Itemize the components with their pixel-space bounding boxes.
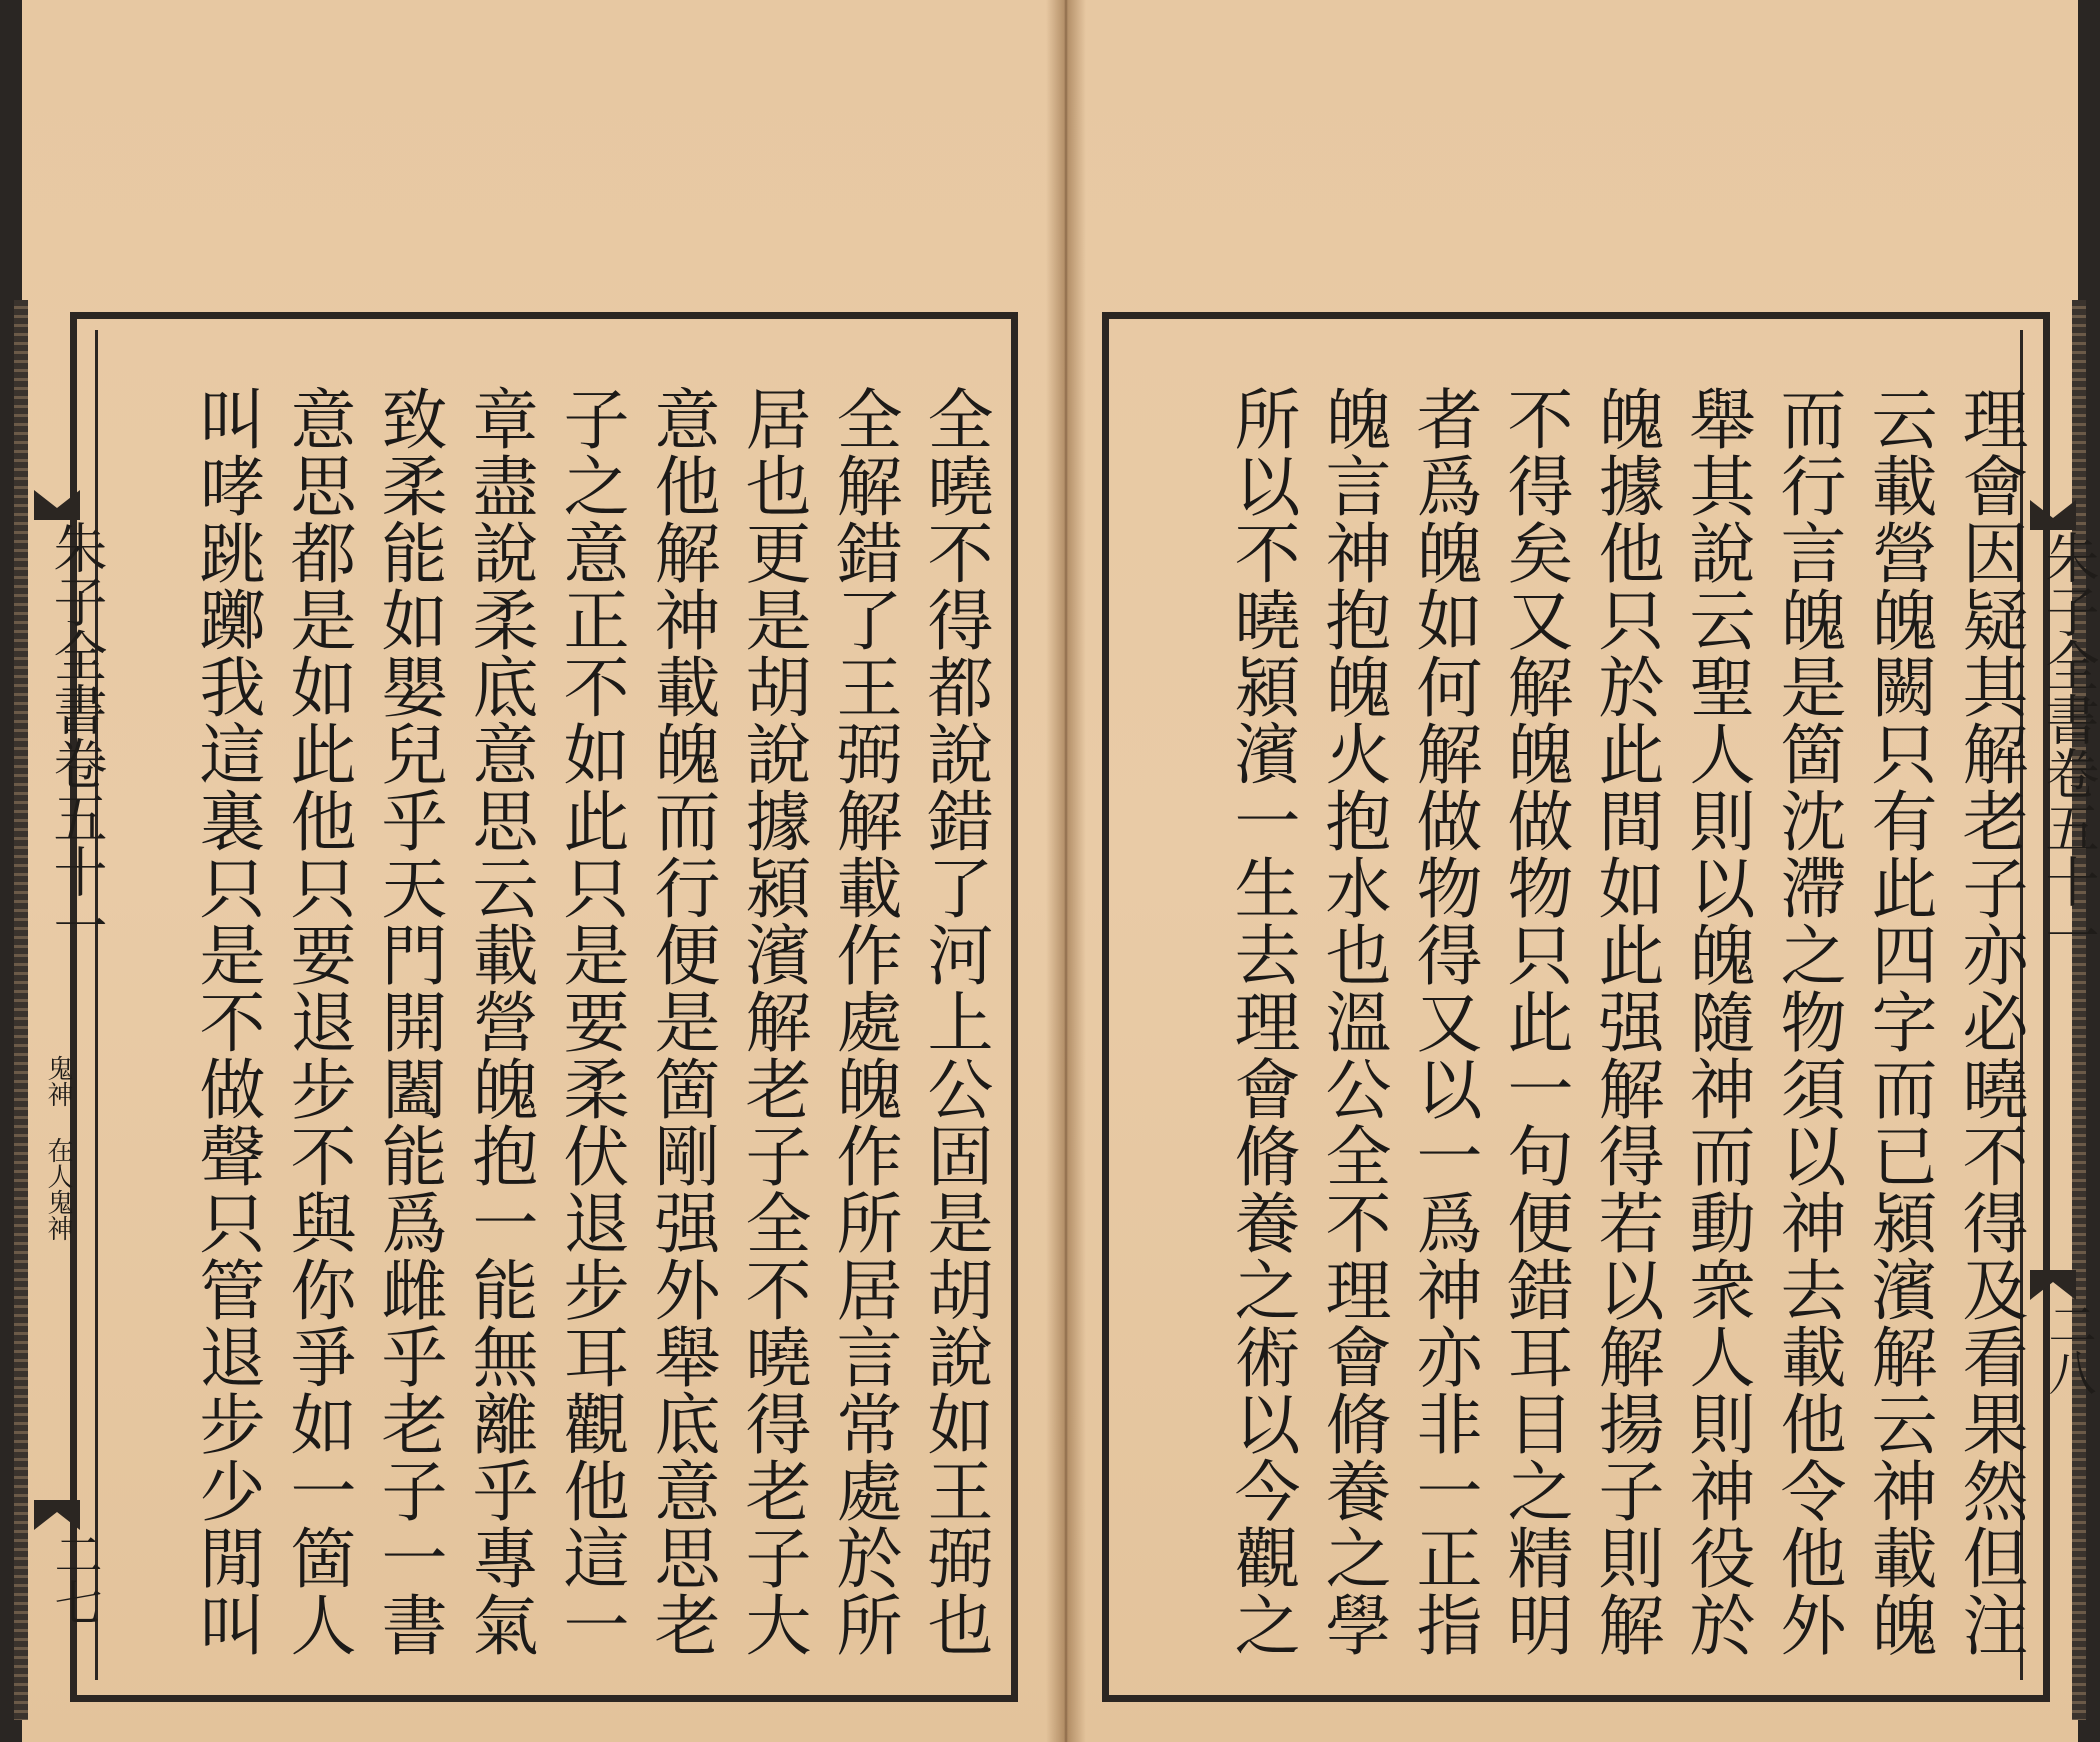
text-column: 魄言神抱魄火抱水也溫公全不理會脩養之學 [1314, 385, 1391, 1658]
text-column: 所以不曉潁濱一生去理會脩養之術以今觀之 [1223, 385, 1300, 1658]
text-column: 理會因疑其解老子亦必曉不得及看果然但注 [1951, 385, 2028, 1658]
left-leaf-number: 二七 [46, 1530, 102, 1626]
left-margin-title: 朱子全書卷五十一 [45, 520, 108, 952]
text-column: 意他解神載魄而行便是箇剛强外舉底意思老 [643, 385, 720, 1658]
text-column: 者爲魄如何解做物得又以一爲神亦非一正指 [1405, 385, 1482, 1658]
text-column: 居也更是胡說據潁濱解老子全不曉得老子大 [734, 385, 811, 1658]
text-column: 意思都是如此他只要退步不與你爭如一箇人 [279, 385, 356, 1658]
text-column: 章盡說柔底意思云載營魄抱一能無離乎專氣 [461, 385, 538, 1658]
text-column: 不得矣又解魄做物只此一句便錯耳目之精明 [1496, 385, 1573, 1658]
text-column: 全解錯了王弼解載作處魄作所居言常處於所 [825, 385, 902, 1658]
text-column: 云載營魄闕只有此四字而已潁濱解云神載魄 [1860, 385, 1937, 1658]
right-leaf-number: 二八 [2040, 1300, 2096, 1396]
text-column: 子之意正不如此只是要柔伏退步耳觀他這一 [552, 385, 629, 1658]
text-column: 魄據他只於此間如此强解得若以解揚子則解 [1587, 385, 1664, 1658]
text-column: 舉其說云聖人則以魄隨神而動衆人則神役於 [1678, 385, 1755, 1658]
text-column: 而行言魄是箇沈滯之物須以神去載他令他外 [1769, 385, 1846, 1658]
left-page-text [115, 385, 1000, 1685]
text-column: 全曉不得都說錯了河上公固是胡說如王弼也 [916, 385, 993, 1658]
left-section-label: 鬼神 在人鬼神 [43, 1055, 73, 1241]
text-column: 致柔能如嬰兒乎天門開闔能爲雌乎老子一書 [370, 385, 447, 1658]
right-margin-title: 朱子全書卷五十一 [2037, 530, 2100, 962]
left-page-edge [14, 300, 28, 1720]
book-gutter [1046, 0, 1086, 1742]
right-page-text [1140, 385, 2035, 1685]
text-column: 叫哮跳躑我這裏只是不做聲只管退步少閒叫 [188, 385, 265, 1658]
